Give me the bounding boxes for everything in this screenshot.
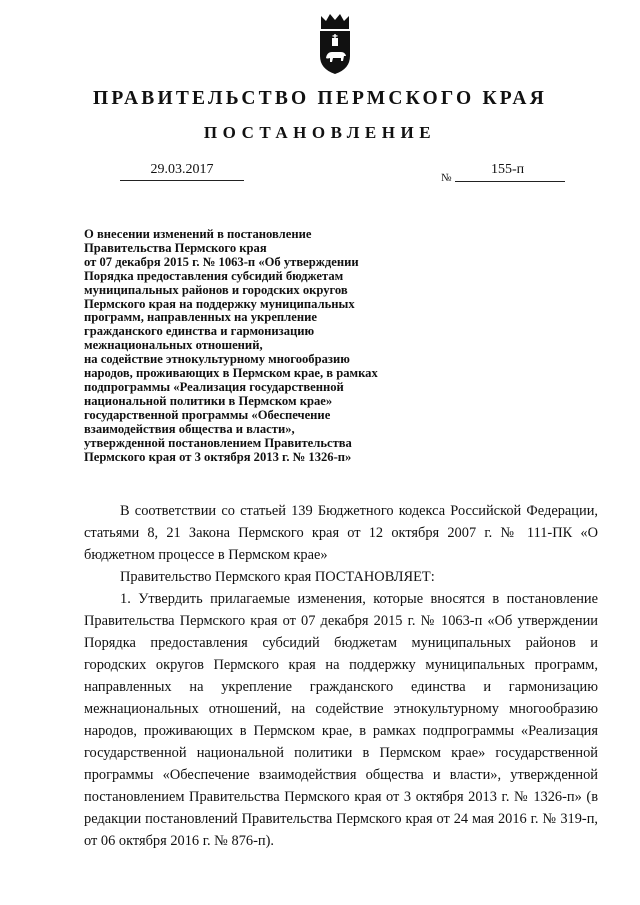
document-body — [84, 500, 598, 852]
document-date — [120, 162, 244, 181]
number-underline — [455, 181, 565, 182]
perm-krai-coat-of-arms-icon — [315, 12, 355, 76]
title-line: Пермского края от 3 октября 2013 г. № 1326-п» — [84, 449, 352, 464]
document-type: ПОСТАНОВЛЕНИЕ — [203, 123, 437, 142]
title-line: взаимодействия общества и власти», — [84, 421, 295, 436]
title-line: национальной политики в Пермском крае» — [84, 393, 333, 408]
title-line: государственной программы «Обеспечение — [84, 407, 331, 422]
title-line: от 07 декабря 2015 г. № 1063-п «Об утверждении — [84, 254, 359, 269]
number-value: 155-п — [491, 162, 525, 177]
document-title — [84, 228, 504, 464]
title-line: народов, проживающих в Пермском крае, в рамках — [84, 366, 378, 381]
number-sign: № — [441, 172, 452, 184]
title-line: утвержденной постановлением Правительства — [84, 435, 352, 450]
title-line: на содействие этнокультурному многообразию — [84, 352, 350, 367]
document-number — [441, 162, 565, 188]
date-underline — [120, 180, 244, 181]
item-1-paragraph: 1. Утвердить прилагаемые изменения, которые вносятся в постановление Правительства Пермского края от 07 декабря 2015 г. № 1063-п «Об утверждении Порядка предоставления субсидий бюджетам муниципальных районов и городских округов Пермского края на поддержку муниципальных программ, направленных на укрепление гражданского единства и гармонизацию межнациональных отношений, на содействие этнокультурному многообразию народов, проживающих в Пермском крае, в рамках подпрограммы «Реализация государственной национальной политики в Пермском крае» государственной программы «Обеспечение взаимодействия общества и власти», утвержденной постановлением Правительства Пермского края от 3 октября 2013 г. № 1326-п» (в редакции постановлений Правительства Пермского края от 24 мая 2016 г. № 319-п, от 06 октября 2016 г. № 876-п). — [84, 591, 598, 849]
title-line: О внесении изменений в постановление — [84, 227, 312, 241]
date-value: 29.03.2017 — [150, 162, 214, 177]
decree-line: Правительство Пермского края ПОСТАНОВЛЯЕТ: — [120, 569, 435, 585]
title-line: муниципальных районов и городских округов — [84, 282, 348, 297]
title-line: Порядка предоставления субсидий бюджетам — [84, 268, 344, 283]
preamble-paragraph: В соответствии со статьей 139 Бюджетного кодекса Российской Федерации, статьями 8, 21 Закона Пермского края от 12 октября 2007 г. № 111-ПК «О бюджетном процессе в Пермском крае» — [84, 503, 598, 563]
title-line: программ, направленных на укрепление — [84, 310, 317, 325]
title-line: Правительства Пермского края — [84, 240, 267, 255]
government-name: ПРАВИТЕЛЬСТВО ПЕРМСКОГО КРАЯ — [93, 88, 547, 109]
title-line: Пермского края на поддержку муниципальных — [84, 296, 355, 311]
title-line: подпрограммы «Реализация государственной — [84, 379, 344, 394]
title-line: межнациональных отношений, — [84, 338, 263, 353]
title-line: гражданского единства и гармонизацию — [84, 324, 315, 339]
